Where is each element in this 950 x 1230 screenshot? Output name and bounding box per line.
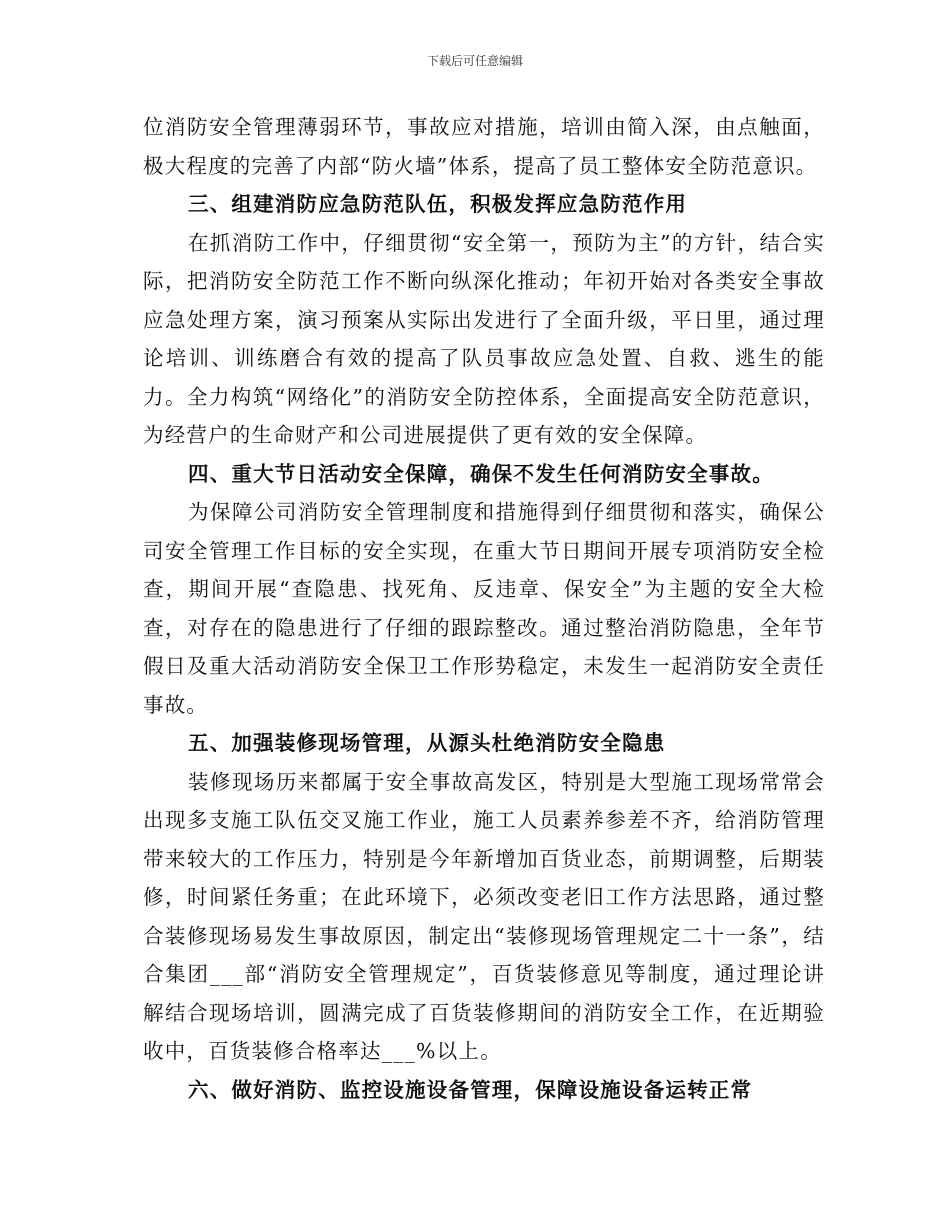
paragraph-section-5: 装修现场历来都属于安全事故高发区，特别是大型施工现场常常会出现多支施工队伍交叉施工作业，施工人员素养参差不齐，给消防管理带来较大的工作压力，特别是今年新增加百货业态，前期调整，后期装修，时间紧任务重；在此环境下，必须改变老旧工作方法思路，通过整合装修现场易发生事故原因，制定出“装修现场管理规定二十一条”，结合集团___部“消防安全管理规定”，百货装修意见等制度，通过理论讲解结合现场培训，圆满完成了百货装修期间的消防安全工作，在近期验收中，百货装修合格率达___%以上。 bbox=[143, 769, 825, 1063]
section-heading-3: 三、组建消防应急防范队伍，积极发挥应急防范作用 bbox=[188, 192, 688, 216]
paragraph-section-3: 在抓消防工作中，仔细贯彻“安全第一，预防为主”的方针，结合实际，把消防安全防范工作不断向纵深化推动；年初开始对各类安全事故应急处理方案，演习预案从实际出发进行了全面升级，平日里，通过理论培训、训练磨合有效的提高了队员事故应急处置、自救、逃生的能力。全力构筑“网络化”的消防安全防控体系，全面提高安全防范意识，为经营户的生命财产和公司进展提供了更有效的安全保障。 bbox=[143, 230, 825, 447]
page-header: 下载后可任意编辑 bbox=[426, 54, 523, 68]
paragraph-section-4: 为保障公司消防安全管理制度和措施得到仔细贯彻和落实，确保公司安全管理工作目标的安全实现，在重大节日期间开展专项消防安全检查，期间开展“查隐患、找死角、反违章、保安全”为主题的安全大检查，对存在的隐患进行了仔细的跟踪整改。通过整治消防隐患，全年节假日及重大活动消防安全保卫工作形势稳定，未发生一起消防安全责任事故。 bbox=[143, 500, 825, 717]
paragraph-continuation: 位消防安全管理薄弱环节，事故应对措施，培训由简入深，由点触面，极大程度的完善了内部“防火墙”体系，提高了员工整体安全防范意识。 bbox=[143, 115, 825, 178]
section-heading-5: 五、加强装修现场管理，从源头杜绝消防安全隐患 bbox=[188, 731, 666, 755]
section-heading-6: 六、做好消防、监控设施设备管理，保障设施设备运转正常 bbox=[188, 1077, 753, 1102]
document-body bbox=[143, 108, 825, 1109]
section-heading-4: 四、重大节日活动安全保障，确保不发生任何消防安全事故。 bbox=[188, 461, 774, 486]
